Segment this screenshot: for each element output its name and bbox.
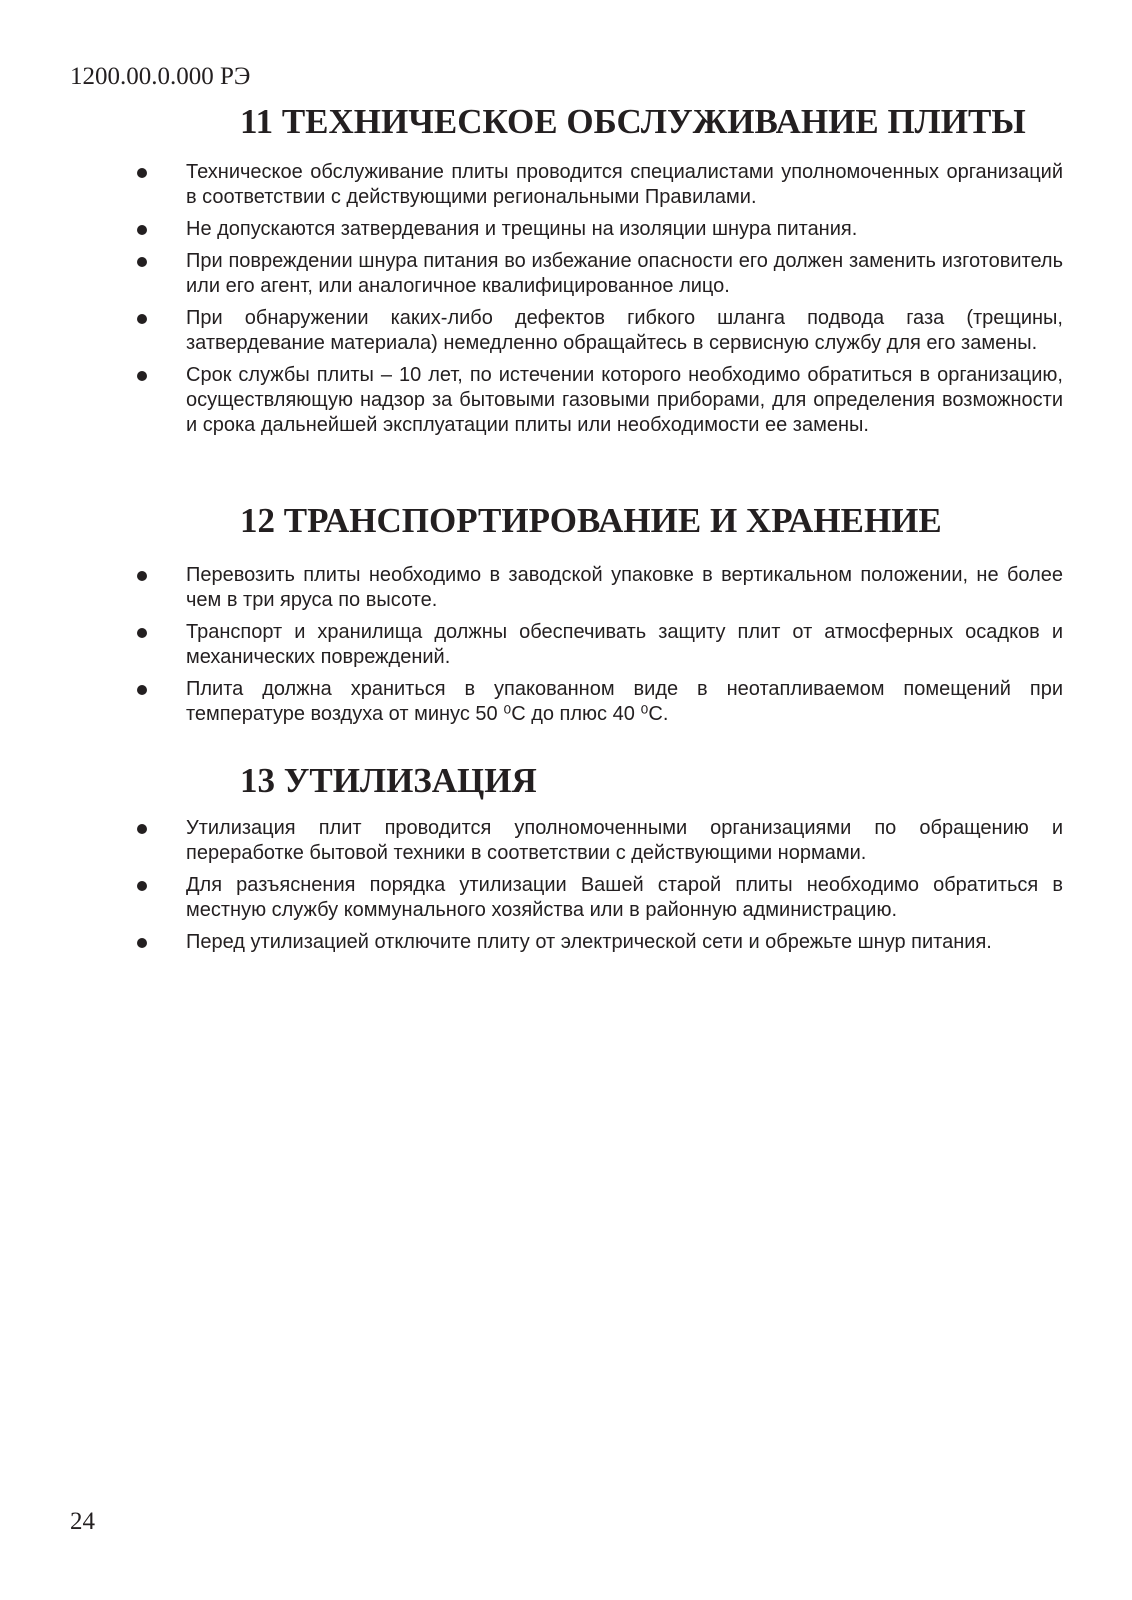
list-item-text: Техническое обслуживание плиты проводится специалистами уполномоченных организаций в соответствии с действующими региональными Правилами. [186,161,1063,208]
list-item-text: Перевозить плиты необходимо в заводской упаковке в вертикальном положении, не более чем в три яруса по высоте. [186,564,1063,611]
bullet-icon [137,824,147,834]
bullet-icon [137,881,147,891]
list-item [133,563,1063,613]
list-item-text: Плита должна храниться в упакованном виде в неотапливаемом помещений при температуре воздуха от минус 50 ⁰С до плюс 40 ⁰С. [186,678,1063,725]
list-item-text: Не допускаются затвердевания и трещины на изоляции шнура питания. [186,218,858,240]
list-item-text: Срок службы плиты – 10 лет, по истечении которого необходимо обратиться в организацию, осуществляющую надзор за бытовыми газовыми приборами, для определения возможности и срока дальнейшей эксплуатации плиты или необходимости ее замены. [186,364,1063,436]
bullet-icon [137,938,147,948]
list-item [133,873,1063,923]
bullet-icon [137,314,147,324]
list-item [133,363,1063,438]
section-title-transport: 12 ТРАНСПОРТИРОВАНИЕ И ХРАНЕНИЕ [240,501,942,540]
list-item-text: Утилизация плит проводится уполномоченными организациями по обращению и переработке бытовой техники в соответствии с действующими нормами. [186,817,1063,864]
disposal-list [133,816,1063,962]
bullet-icon [137,628,147,638]
page-number: 24 [70,1508,95,1535]
list-item-text: Перед утилизацией отключите плиту от электрической сети и обрежьте шнур питания. [186,931,992,953]
section-title-disposal: 13 УТИЛИЗАЦИЯ [240,761,537,800]
list-item-text: Для разъяснения порядка утилизации Вашей старой плиты необходимо обратиться в местную службу коммунального хозяйства или в районную администрацию. [186,874,1063,921]
bullet-icon [137,571,147,581]
document-code: 1200.00.0.000 РЭ [70,63,251,90]
bullet-icon [137,257,147,267]
maintenance-list [133,160,1063,445]
list-item [133,306,1063,356]
list-item-text: При повреждении шнура питания во избежание опасности его должен заменить изготовитель или его агент, или аналогичное квалифицированное лицо. [186,250,1063,297]
list-item [133,249,1063,299]
list-item [133,677,1063,727]
section-title-maintenance: 11 ТЕХНИЧЕСКОЕ ОБСЛУЖИВАНИЕ ПЛИТЫ [240,102,1026,141]
bullet-icon [137,225,147,235]
transport-list [133,563,1063,734]
list-item-text: Транспорт и хранилища должны обеспечивать защиту плит от атмосферных осадков и механических повреждений. [186,621,1063,668]
list-item [133,160,1063,210]
list-item [133,930,1063,955]
list-item [133,816,1063,866]
list-item [133,217,1063,242]
bullet-icon [137,685,147,695]
list-item-text: При обнаружении каких-либо дефектов гибкого шланга подвода газа (трещины, затвердевание материала) немедленно обращайтесь в сервисную службу для его замены. [186,307,1063,354]
list-item [133,620,1063,670]
bullet-icon [137,371,147,381]
bullet-icon [137,168,147,178]
